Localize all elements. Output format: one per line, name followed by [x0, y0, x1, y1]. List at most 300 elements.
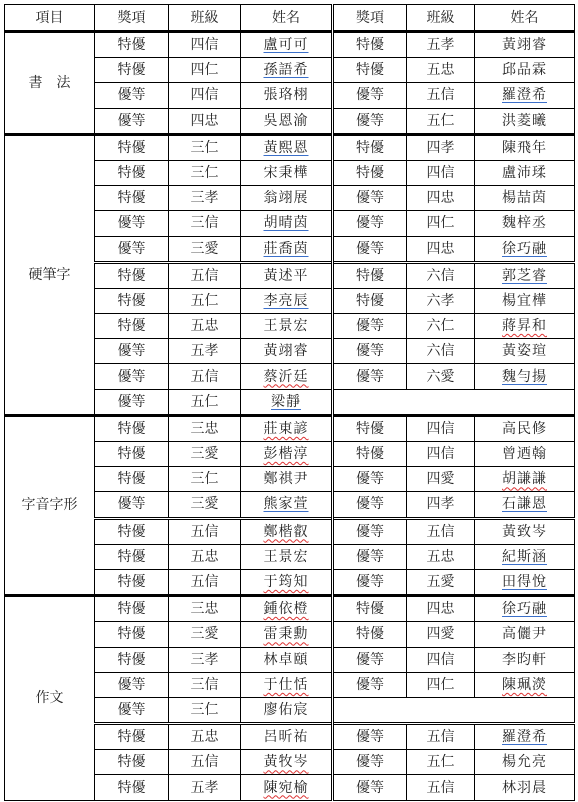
class-cell [169, 236, 241, 262]
award-cell-text: 特優 [117, 318, 146, 335]
award-cell-2-text: 優等 [356, 318, 384, 335]
award-cell-2-text: 特優 [356, 139, 384, 156]
class-cell-2-text: 五仁 [426, 112, 455, 129]
class-cell-text: 三愛 [190, 240, 219, 257]
name-cell-2-text: 羅澄希 [502, 87, 547, 104]
name-cell-text: 梁靜 [271, 393, 301, 410]
class-cell-2-text: 四孝 [426, 139, 455, 156]
class-cell-2 [407, 108, 475, 134]
header-category: 項目 [5, 5, 95, 32]
name-cell-2 [475, 32, 575, 58]
name-cell-text: 宋秉樺 [263, 165, 309, 182]
award-cell [95, 288, 169, 313]
name-cell [241, 160, 333, 185]
name-cell-2 [475, 750, 575, 775]
award-cell-2 [333, 492, 407, 518]
name-cell [241, 262, 333, 288]
class-cell-text: 四信 [190, 87, 219, 104]
table-row [5, 134, 575, 160]
award-cell-2 [333, 83, 407, 108]
name-cell-text: 彭楷淳 [263, 446, 309, 463]
class-cell [169, 750, 241, 775]
class-cell-2 [407, 236, 475, 262]
name-cell-2 [475, 442, 575, 467]
class-cell-text: 五信 [190, 754, 219, 771]
header-class-2: 班級 [407, 5, 475, 32]
award-cell-2-text: 優等 [356, 190, 384, 207]
name-cell-2-text: 陳飛年 [502, 139, 547, 156]
name-cell-2 [475, 262, 575, 288]
name-cell-2-text: 田得悅 [502, 574, 547, 591]
name-cell-2-text: 魏勻揚 [502, 368, 547, 385]
class-cell-2-text: 五仁 [426, 754, 455, 771]
name-cell [241, 492, 333, 518]
name-cell-2 [475, 186, 575, 211]
name-cell-text: 王景宏 [263, 548, 309, 565]
class-cell-2 [407, 596, 475, 622]
class-cell-text: 四信 [190, 37, 219, 54]
name-cell-text: 張珞栩 [263, 87, 309, 104]
class-cell-2-text: 四信 [426, 446, 455, 463]
name-cell-2 [475, 288, 575, 313]
class-cell-2 [407, 622, 475, 647]
award-cell [95, 415, 169, 441]
class-cell-text: 三孝 [190, 190, 219, 207]
class-cell-text: 三仁 [190, 471, 219, 488]
class-cell [169, 58, 241, 83]
name-cell-2 [475, 211, 575, 236]
name-cell-2 [475, 83, 575, 108]
name-cell-2 [475, 58, 575, 83]
name-cell-text: 鄭祺尹 [263, 471, 309, 488]
award-cell [95, 32, 169, 58]
class-cell-2 [407, 415, 475, 441]
award-cell-2 [333, 211, 407, 236]
name-cell-2-text: 蔣昇和 [502, 318, 547, 335]
name-cell-2-text: 楊允亮 [502, 754, 547, 771]
header-row [5, 5, 575, 32]
award-cell-2 [333, 186, 407, 211]
class-cell-2-text: 五信 [426, 87, 455, 104]
award-cell-2 [333, 672, 407, 697]
name-cell-2-text: 黃翊睿 [502, 37, 547, 54]
name-cell-text: 黃牧岑 [263, 754, 309, 771]
class-cell-text: 三愛 [190, 446, 219, 463]
name-cell-2 [475, 492, 575, 518]
class-cell-2-text: 五信 [426, 523, 455, 540]
class-cell-2 [407, 314, 475, 339]
award-cell [95, 389, 169, 415]
award-cell-text: 特優 [117, 754, 146, 771]
class-cell-text: 三忠 [190, 420, 219, 437]
award-cell [95, 160, 169, 185]
class-cell-2-text: 五信 [426, 779, 455, 796]
class-cell [169, 262, 241, 288]
award-cell-2-text: 優等 [356, 523, 384, 540]
award-cell [95, 314, 169, 339]
award-cell-2 [333, 569, 407, 595]
class-cell-2 [407, 32, 475, 58]
award-cell-2 [333, 442, 407, 467]
name-cell-2 [475, 569, 575, 595]
award-cell-2 [333, 775, 407, 800]
class-cell [169, 442, 241, 467]
award-cell [95, 236, 169, 262]
name-cell [241, 108, 333, 134]
award-cell [95, 211, 169, 236]
award-cell-text: 特優 [117, 165, 146, 182]
name-cell-2-text: 盧沛瑈 [502, 165, 547, 182]
class-cell [169, 364, 241, 389]
class-cell-2 [407, 134, 475, 160]
name-cell-text: 莊喬茵 [263, 240, 309, 257]
class-cell [169, 544, 241, 569]
name-cell [241, 622, 333, 647]
name-cell-2-text: 胡謙謙 [502, 471, 547, 488]
class-cell-2 [407, 647, 475, 672]
class-cell [169, 415, 241, 441]
name-cell-2-text: 林羽晨 [502, 779, 547, 796]
class-cell-2 [407, 724, 475, 750]
name-cell [241, 364, 333, 389]
name-cell-2 [475, 339, 575, 364]
award-cell-text: 特優 [117, 729, 146, 746]
class-cell-2-text: 四忠 [426, 601, 455, 618]
name-cell-2-text: 徐巧融 [502, 601, 547, 618]
name-cell-2-text: 紀斯涵 [502, 548, 547, 565]
award-cell-text: 特優 [117, 626, 146, 643]
class-cell-text: 三仁 [190, 165, 219, 182]
name-cell-text: 鄭楷叡 [263, 523, 309, 540]
name-cell [241, 415, 333, 441]
award-cell-2-text: 特優 [356, 446, 384, 463]
name-cell-2 [475, 775, 575, 800]
award-cell-2-text: 特優 [356, 626, 384, 643]
class-cell-2-text: 六仁 [426, 318, 455, 335]
name-cell-text: 廖佑宸 [263, 701, 309, 718]
name-cell-2 [475, 518, 575, 544]
award-cell [95, 58, 169, 83]
name-cell-text: 于筠知 [263, 574, 309, 591]
class-cell-2-text: 六愛 [426, 368, 455, 385]
award-cell-2 [333, 647, 407, 672]
name-cell-2-text: 郭芝睿 [502, 267, 547, 284]
award-cell [95, 364, 169, 389]
name-cell [241, 58, 333, 83]
name-cell [241, 442, 333, 467]
name-cell-text: 林卓頤 [263, 651, 309, 668]
award-cell [95, 186, 169, 211]
award-cell [95, 672, 169, 697]
award-cell [95, 262, 169, 288]
name-cell [241, 339, 333, 364]
award-cell-text: 優等 [117, 676, 146, 693]
award-cell-2-text: 優等 [356, 240, 384, 257]
name-cell-text: 陳宛榆 [263, 779, 309, 796]
empty-cell [333, 697, 575, 723]
name-cell-2-text: 李昀軒 [502, 651, 547, 668]
name-cell-2 [475, 544, 575, 569]
header-award-2: 獎項 [333, 5, 407, 32]
award-cell-text: 優等 [117, 701, 146, 718]
name-cell [241, 697, 333, 723]
award-cell-2-text: 特優 [356, 292, 384, 309]
award-cell-text: 特優 [117, 190, 146, 207]
name-cell-2-text: 高民修 [502, 420, 547, 437]
name-cell-text: 呂昕祐 [263, 729, 309, 746]
name-cell [241, 518, 333, 544]
class-cell [169, 518, 241, 544]
class-cell-2 [407, 467, 475, 492]
name-cell-2 [475, 724, 575, 750]
name-cell-2 [475, 415, 575, 441]
award-cell-text: 特優 [117, 446, 146, 463]
class-cell-2 [407, 544, 475, 569]
award-cell-2 [333, 467, 407, 492]
award-cell-2 [333, 288, 407, 313]
name-cell [241, 186, 333, 211]
awards-table [4, 4, 575, 801]
award-cell-2 [333, 134, 407, 160]
class-cell [169, 697, 241, 723]
name-cell-2 [475, 672, 575, 697]
class-cell-2 [407, 160, 475, 185]
name-cell-2 [475, 108, 575, 134]
award-cell-2 [333, 262, 407, 288]
class-cell [169, 288, 241, 313]
name-cell [241, 647, 333, 672]
class-cell-2-text: 四愛 [426, 471, 455, 488]
name-cell-2 [475, 314, 575, 339]
award-cell-text: 特優 [117, 139, 146, 156]
category-cell: 硬筆字 [5, 134, 95, 415]
class-cell [169, 647, 241, 672]
name-cell-2-text: 邱品霖 [502, 62, 547, 79]
award-cell-2-text: 優等 [356, 779, 384, 796]
award-cell [95, 596, 169, 622]
class-cell [169, 389, 241, 415]
class-cell [169, 724, 241, 750]
name-cell-2-text: 魏梓丞 [502, 215, 547, 232]
class-cell [169, 339, 241, 364]
award-cell-text: 優等 [117, 393, 146, 410]
name-cell-2-text: 陳珮濙 [502, 676, 547, 693]
name-cell-2 [475, 622, 575, 647]
name-cell-2-text: 高儷尹 [502, 626, 547, 643]
award-cell-text: 特優 [117, 523, 146, 540]
class-cell [169, 186, 241, 211]
class-cell-2-text: 五信 [426, 729, 455, 746]
award-cell [95, 569, 169, 595]
class-cell-2 [407, 83, 475, 108]
award-cell-text: 特優 [117, 574, 146, 591]
class-cell-2 [407, 750, 475, 775]
class-cell [169, 622, 241, 647]
name-cell-2 [475, 160, 575, 185]
class-cell-text: 五信 [190, 523, 219, 540]
award-cell [95, 467, 169, 492]
class-cell [169, 83, 241, 108]
award-cell-text: 優等 [117, 240, 146, 257]
award-cell-2-text: 優等 [356, 548, 384, 565]
name-cell-2-text: 楊喆茵 [502, 190, 547, 207]
class-cell-text: 三信 [190, 215, 219, 232]
name-cell-2-text: 黃姿瑄 [502, 343, 547, 360]
class-cell-text: 五仁 [190, 393, 219, 410]
class-cell [169, 108, 241, 134]
award-cell-2-text: 優等 [356, 574, 384, 591]
name-cell-2-text: 洪菱曦 [502, 112, 547, 129]
class-cell-2 [407, 288, 475, 313]
awards-table-container [4, 4, 574, 801]
name-cell [241, 544, 333, 569]
name-cell [241, 724, 333, 750]
class-cell-2 [407, 364, 475, 389]
class-cell-text: 三愛 [190, 626, 219, 643]
name-cell [241, 83, 333, 108]
award-cell-2 [333, 622, 407, 647]
award-cell [95, 544, 169, 569]
class-cell-2 [407, 211, 475, 236]
award-cell-2-text: 優等 [356, 496, 384, 513]
class-cell-text: 四忠 [190, 112, 219, 129]
class-cell [169, 134, 241, 160]
award-cell-2 [333, 750, 407, 775]
class-cell [169, 569, 241, 595]
class-cell-2 [407, 518, 475, 544]
class-cell-2-text: 五忠 [426, 62, 455, 79]
award-cell-text: 優等 [117, 87, 146, 104]
award-cell-2-text: 優等 [356, 754, 384, 771]
name-cell-text: 蔡沂廷 [263, 368, 309, 385]
class-cell-2 [407, 569, 475, 595]
award-cell-text: 優等 [117, 343, 146, 360]
table-row [5, 32, 575, 58]
name-cell [241, 775, 333, 800]
name-cell-2 [475, 134, 575, 160]
class-cell-2-text: 四信 [426, 651, 455, 668]
class-cell-2-text: 六信 [426, 343, 455, 360]
name-cell [241, 467, 333, 492]
name-cell-2-text: 曾迺翰 [502, 446, 547, 463]
header-award: 獎項 [95, 5, 169, 32]
class-cell [169, 160, 241, 185]
award-cell [95, 775, 169, 800]
award-cell-2 [333, 236, 407, 262]
class-cell-text: 五信 [190, 368, 219, 385]
class-cell-2-text: 四信 [426, 165, 455, 182]
award-cell-2-text: 特優 [356, 420, 384, 437]
award-cell-2 [333, 58, 407, 83]
name-cell-2-text: 徐巧融 [502, 240, 547, 257]
award-cell [95, 442, 169, 467]
name-cell-2 [475, 364, 575, 389]
name-cell [241, 288, 333, 313]
name-cell-text: 胡晴茵 [263, 215, 309, 232]
name-cell [241, 569, 333, 595]
name-cell-text: 盧可可 [263, 37, 309, 54]
name-cell-2 [475, 236, 575, 262]
name-cell-text: 莊東諺 [263, 420, 309, 437]
category-cell: 書 法 [5, 32, 95, 135]
table-row [5, 596, 575, 622]
award-cell-2-text: 優等 [356, 343, 384, 360]
name-cell-text: 鍾依橙 [263, 601, 309, 618]
award-cell-text: 特優 [117, 62, 146, 79]
award-cell [95, 750, 169, 775]
class-cell-text: 三仁 [190, 139, 219, 156]
award-cell-2 [333, 108, 407, 134]
award-cell [95, 518, 169, 544]
award-cell-2 [333, 596, 407, 622]
award-cell-2-text: 特優 [356, 267, 384, 284]
award-cell-2 [333, 518, 407, 544]
award-cell-2-text: 優等 [356, 651, 384, 668]
name-cell-text: 吳恩渝 [263, 112, 309, 129]
class-cell-text: 五忠 [190, 548, 219, 565]
award-cell-2 [333, 32, 407, 58]
table-row [5, 415, 575, 441]
award-cell-text: 優等 [117, 112, 146, 129]
name-cell-text: 雷秉勳 [263, 626, 309, 643]
award-cell-2-text: 特優 [356, 37, 384, 54]
class-cell-2-text: 四忠 [426, 240, 455, 257]
name-cell-text: 黃翊睿 [263, 343, 309, 360]
class-cell-text: 五信 [190, 574, 219, 591]
name-cell-2 [475, 467, 575, 492]
class-cell-2-text: 六信 [426, 267, 455, 284]
class-cell-2-text: 五忠 [426, 548, 455, 565]
name-cell-2-text: 石謙恩 [502, 496, 547, 513]
header-name-2: 姓名 [475, 5, 575, 32]
award-cell-text: 優等 [117, 496, 146, 513]
award-cell-2 [333, 314, 407, 339]
class-cell [169, 32, 241, 58]
award-cell-text: 特優 [117, 651, 146, 668]
award-cell-text: 特優 [117, 601, 146, 618]
class-cell-text: 三忠 [190, 601, 219, 618]
award-cell-2-text: 優等 [356, 729, 384, 746]
class-cell-2-text: 四信 [426, 420, 455, 437]
name-cell-text: 李亮辰 [263, 292, 309, 309]
award-cell-2 [333, 160, 407, 185]
award-cell-2-text: 優等 [356, 471, 384, 488]
award-cell-text: 特優 [117, 292, 146, 309]
header-name: 姓名 [241, 5, 333, 32]
award-cell-2 [333, 339, 407, 364]
class-cell [169, 672, 241, 697]
class-cell-2-text: 六孝 [426, 292, 455, 309]
class-cell-2-text: 四仁 [426, 215, 455, 232]
empty-cell [333, 389, 575, 415]
name-cell [241, 596, 333, 622]
name-cell-2 [475, 596, 575, 622]
award-cell-2-text: 特優 [356, 165, 384, 182]
award-cell-2-text: 優等 [356, 215, 384, 232]
class-cell-text: 四仁 [190, 62, 219, 79]
class-cell [169, 492, 241, 518]
name-cell [241, 750, 333, 775]
award-cell [95, 339, 169, 364]
name-cell-2-text: 楊宜樺 [502, 292, 547, 309]
award-cell-2 [333, 415, 407, 441]
award-cell-2-text: 特優 [356, 601, 384, 618]
award-cell [95, 83, 169, 108]
name-cell-2-text: 羅澄希 [502, 729, 547, 746]
award-cell-text: 特優 [117, 37, 146, 54]
class-cell-2-text: 五愛 [426, 574, 455, 591]
award-cell [95, 492, 169, 518]
